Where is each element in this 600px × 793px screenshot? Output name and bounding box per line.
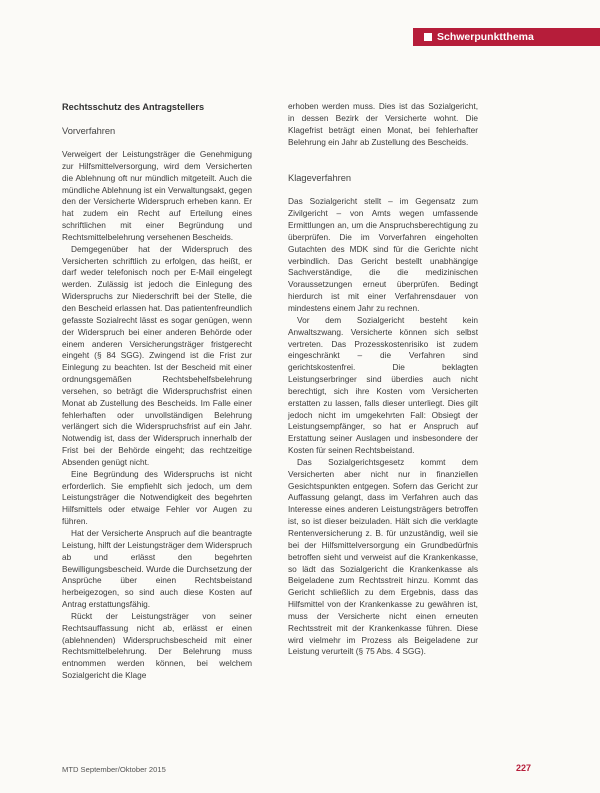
paragraph: Rückt der Leistungsträger von seiner Rechtsauffassung nicht ab, erlässt er einen (ablehnenden) Widerspruchsbescheid mit einer Rechtsmittelbelehrung. Der Belehrung muss entnommen werden können, bei welchem Sozialgericht die Klage <box>62 610 252 681</box>
square-icon <box>424 33 432 41</box>
right-column <box>288 101 478 658</box>
paragraph: Demgegenüber hat der Widerspruch des Versicherten schriftlich zu erfolgen, das heißt, er darf weder telefonisch noch per E-Mail eingelegt werden. Zulässig ist jedoch die Einlegung des Widerspruchs zur Niederschrift bei der Stelle, die den Bescheid erlassen hat. Das patientenfreundlich gefasste Sozialrecht lässt es sogar genügen, wenn der Widerspruch bei einer anderen Behörde oder einem anderen Versicherungsträger fristgerecht eingeht (§ 84 SGG). Zwingend ist die Frist zur Einlegung zu beachten. Ist der Bescheid mit einer ordnungsgemäßen Rechtsbehelfsbelehrung versehen, so beträgt die Widerspruchsfrist einen Monat ab Zustellung des Bescheids. Im Falle einer fehlerhaften oder unvollständigen Belehrung verlängert sich die Widerspruchsfrist auf ein Jahr. Notwendig ist, dass der Widerspruch innerhalb der Frist bei der Behörde eingeht; das rechtzeitige Absenden genügt nicht. <box>62 243 252 467</box>
issue-label: MTD September/Oktober 2015 <box>62 765 166 774</box>
page-footer <box>0 763 600 777</box>
paragraph: Das Sozialgerichtsgesetz kommt dem Versicherten aber nicht nur in finanziellen Gesichtspunkten entgegen. Sofern das Gericht zur Auffassung gelangt, dass im Verfahren auch das Interesse eines anderen Leistungsträgers betroffen ist, so ist dieser beizuladen. Hält sich die verklagte Rentenversicherung z. B. für unzuständig, weil sie bei der Hilfsmittelversorgung ein Grundbedürfnis betroffen sieht und verweist auf die Krankenkasse, so lädt das Sozialgericht die Krankenkasse als Beigeladene zum Rechtsstreit hinzu. Kommt das Gericht schließlich zu dem Ergebnis, dass das Hilfsmittel von der Krankenkasse zu gewähren ist, muss der Versicherte nicht einen erneuten Rechtsstreit mit der Krankenkasse führen. Diese wird vielmehr im Prozess als Beigeladene zur Leistung verurteilt (§ 75 Abs. 4 SGG). <box>288 456 478 657</box>
paragraph: Vor dem Sozialgericht besteht kein Anwaltszwang. Versicherte können sich selbst vertreten. Das Prozesskostenrisiko ist zudem eingeschränkt – die Verfahren sind gerichtskostenfrei. Die beklagten Leistungserbringer sind überdies auch nicht berechtigt, sich ihre Kosten vom Versicherten erstatten zu lassen, falls dieser unterliegt. Dies gilt jedoch nicht im umgekehrten Fall: Obsiegt der Leistungsempfänger, so hat er Anspruch auf Erstattung seiner Auslagen und insbesondere der Kosten für seinen Rechtsbeistand. <box>288 314 478 456</box>
paragraph: Das Sozialgericht stellt – im Gegensatz zum Zivilgericht – von Amts wegen umfassende Ermittlungen an, um die Anspruchsberechtigung zu überprüfen. Die im Vorverfahren eingeholten Gutachten des MDK sind für die Gerichte nicht verbindlich. Das Gericht bestellt unabhängige Sachverständige, die die medizinischen Voraussetzungen erneut überprüfen. Bedingt hierdurch ist mit einer Verfahrensdauer von mindestens einem Jahr zu rechnen. <box>288 196 478 313</box>
section-label: Schwerpunktthema <box>437 31 534 43</box>
subheading-klageverfahren: Klageverfahren <box>288 173 352 184</box>
subheading-vorverfahren: Vorverfahren <box>62 126 116 136</box>
paragraph: Verweigert der Leistungsträger die Genehmigung zur Hilfsmittelversorgung, wird dem Versicherten die Ablehnung oft nur mündlich mitgeteilt. Auch die mündliche Ablehnung ist ein Verwaltungsakt, gegen den der Versicherte Widerspruch erheben kann. Er hat zudem ein Recht auf Erteilung eines schriftlichen mit einer Begründung und Rechtsmittelbelehrung versehenen Bescheids. <box>62 149 252 242</box>
article-heading: Rechtsschutz des Antragstellers <box>62 102 205 112</box>
paragraph: erhoben werden muss. Dies ist das Sozialgericht, in dessen Bezirk der Versicherte wohnt. Die Klagefrist beträgt einen Monat, bei fehlerhafter Belehrung ein Jahr ab Zustellung des Bescheids. <box>288 101 478 147</box>
section-header-tab <box>413 28 600 46</box>
page-number: 227 <box>516 763 532 773</box>
paragraph: Hat der Versicherte Anspruch auf die beantragte Leistung, hilft der Leistungsträger dem Widerspruch ab und erlässt den begehrten Bewilligungsbescheid. Wurde die Durchsetzung der Ansprüche über einen Rechtsbeistand herbeigezogen, so sind auch diese Kosten auf Antrag erstattungsfähig. <box>62 528 253 610</box>
left-column <box>62 101 252 682</box>
paragraph: Eine Begründung des Widerspruchs ist nicht erforderlich. Sie empfiehlt sich jedoch, um dem Leistungsträger die Notwendigkeit des begehrten Hilfsmittels oder etwaige Fehler vor Augen zu führen. <box>62 468 252 527</box>
